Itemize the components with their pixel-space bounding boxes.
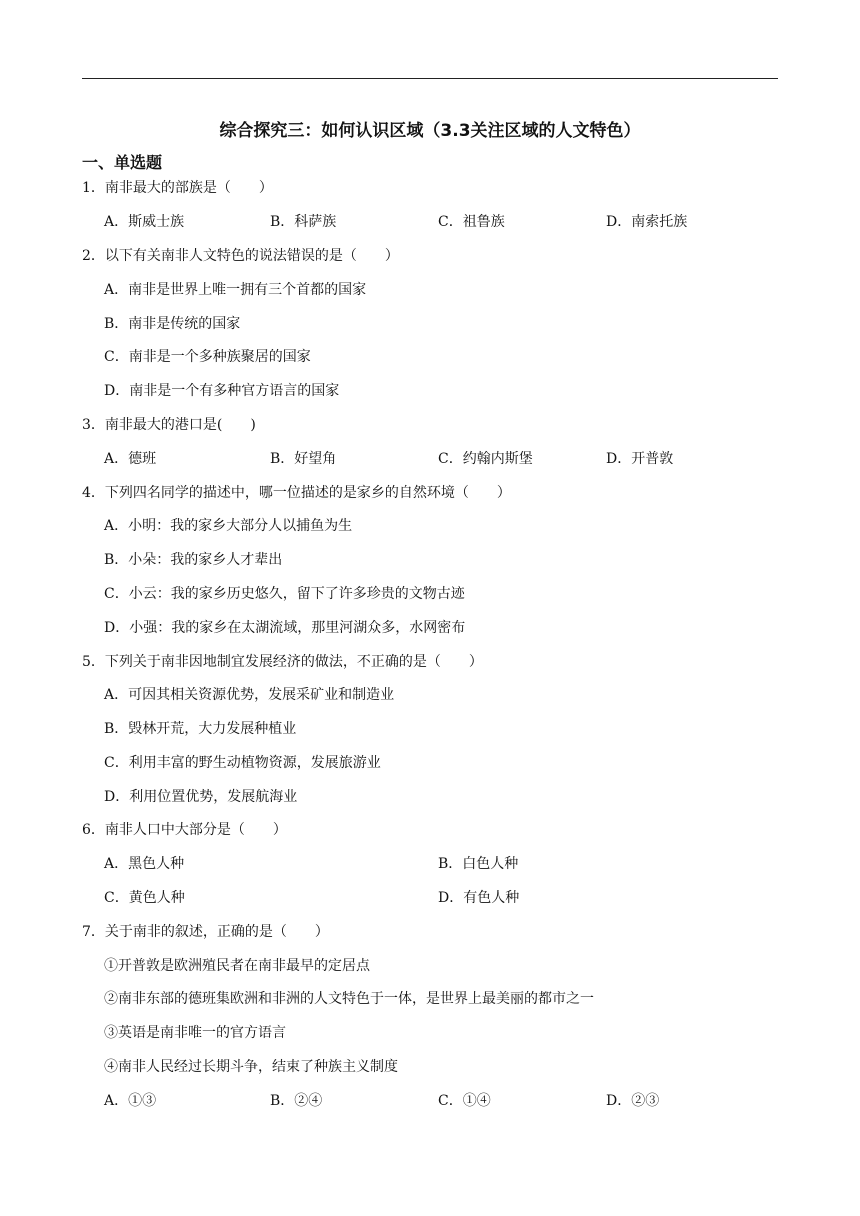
q5-option-d: D．利用位置优势，发展航海业 xyxy=(104,789,298,805)
question-5-stem: 5．下列关于南非因地制宜发展经济的做法，不正确的是（ ） xyxy=(82,654,483,670)
q7-statement-2: ②南非东部的德班集欧洲和非洲的人文特色于一体，是世界上最美丽的都市之一 xyxy=(104,991,594,1007)
q1-option-b: B．科萨族 xyxy=(270,214,337,230)
page-title: 综合探究三：如何认识区域（3.3关注区域的人文特色） xyxy=(219,121,641,141)
q3-option-b: B．好望角 xyxy=(270,451,337,467)
q7-statement-3: ③英语是南非唯一的官方语言 xyxy=(104,1025,286,1041)
q6-option-a: A．黑色人种 xyxy=(104,856,185,872)
q7-statement-4: ④南非人民经过长期斗争，结束了种族主义制度 xyxy=(104,1059,398,1075)
q1-option-c: C．祖鲁族 xyxy=(438,214,505,230)
q6-option-d: D．有色人种 xyxy=(438,890,520,906)
question-2-stem: 2．以下有关南非人文特色的说法错误的是（ ） xyxy=(82,248,399,264)
q4-option-b: B．小朵：我的家乡人才辈出 xyxy=(104,552,283,568)
q2-option-c: C．南非是一个多种族聚居的国家 xyxy=(104,349,311,365)
q4-option-c: C．小云：我的家乡历史悠久，留下了许多珍贵的文物古迹 xyxy=(104,586,465,602)
q5-option-a: A．可因其相关资源优势，发展采矿业和制造业 xyxy=(104,687,395,703)
question-3-stem: 3．南非最大的港口是( ) xyxy=(82,417,256,433)
q2-option-d: D．南非是一个有多种官方语言的国家 xyxy=(104,383,340,399)
q4-option-a: A．小明：我的家乡大部分人以捕鱼为生 xyxy=(104,518,353,534)
q7-option-b: B．②④ xyxy=(270,1093,323,1109)
header-rule xyxy=(82,78,778,79)
q7-option-c: C．①④ xyxy=(438,1093,491,1109)
question-1-stem: 1．南非最大的部族是（ ） xyxy=(82,180,273,196)
section-heading: 一、单选题 xyxy=(82,153,163,172)
q1-option-a: A．斯威士族 xyxy=(104,214,185,230)
q3-option-d: D．开普敦 xyxy=(606,451,674,467)
q7-statement-1: ①开普敦是欧洲殖民者在南非最早的定居点 xyxy=(104,958,370,974)
question-7-stem: 7．关于南非的叙述，正确的是（ ） xyxy=(82,924,329,940)
q6-option-b: B．白色人种 xyxy=(438,856,519,872)
q7-option-d: D．②③ xyxy=(606,1093,660,1109)
q5-option-b: B．毁林开荒，大力发展种植业 xyxy=(104,721,297,737)
q6-option-c: C．黄色人种 xyxy=(104,890,185,906)
question-6-stem: 6．南非人口中大部分是（ ） xyxy=(82,822,287,838)
q2-option-b: B．南非是传统的国家 xyxy=(104,316,241,332)
q4-option-d: D．小强：我的家乡在太湖流域，那里河湖众多，水网密布 xyxy=(104,620,466,636)
q1-option-d: D．南索托族 xyxy=(606,214,688,230)
q5-option-c: C．利用丰富的野生动植物资源，发展旅游业 xyxy=(104,755,381,771)
q2-option-a: A．南非是世界上唯一拥有三个首都的国家 xyxy=(104,282,367,298)
q3-option-c: C．约翰内斯堡 xyxy=(438,451,533,467)
q7-option-a: A．①③ xyxy=(104,1093,157,1109)
q3-option-a: A．德班 xyxy=(104,451,157,467)
question-4-stem: 4．下列四名同学的描述中，哪一位描述的是家乡的自然环境（ ） xyxy=(82,485,511,501)
